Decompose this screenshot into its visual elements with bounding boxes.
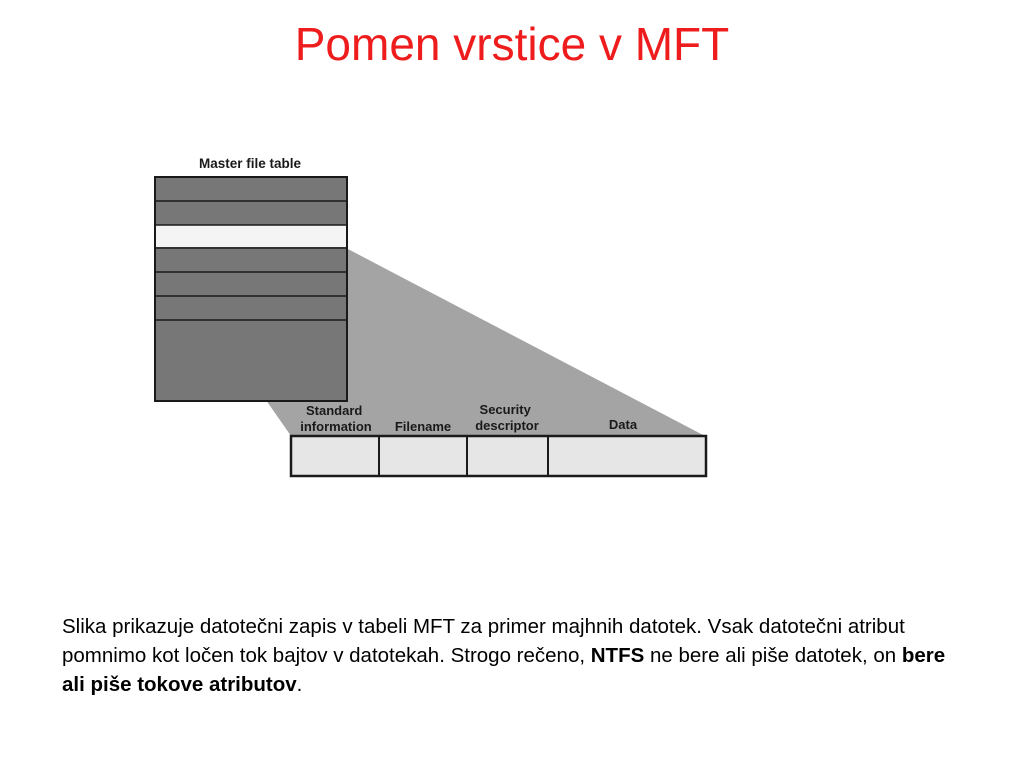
field-label-data: Data [608, 417, 638, 432]
field-label-filename: Filename [394, 419, 452, 434]
master-file-table [155, 177, 347, 401]
caption-end: . [296, 673, 303, 696]
slide-title: Pomen vrstice v MFT [294, 18, 730, 70]
caption-part1: Slika prikazuje datotečni zapis v tabeli MFT za primer majhnih datotek. Vsak datotečni atribut pomnimo kot ločen tok bajtov v datotekah. Strogo rečeno, [62, 615, 905, 667]
file-record [291, 436, 706, 476]
mft-label: Master file table [198, 156, 302, 171]
field-label-standard-information: Standard information [300, 403, 372, 434]
caption-emphasis: bere ali piše tokove atributov [62, 644, 946, 696]
field-label-security-descriptor: Security descriptor [475, 402, 539, 433]
caption-part2: ne bere ali piše datotek, on [644, 644, 902, 667]
caption-ntfs: NTFS [590, 644, 645, 667]
mft-row-highlighted [156, 225, 346, 247]
caption-text [62, 612, 962, 699]
